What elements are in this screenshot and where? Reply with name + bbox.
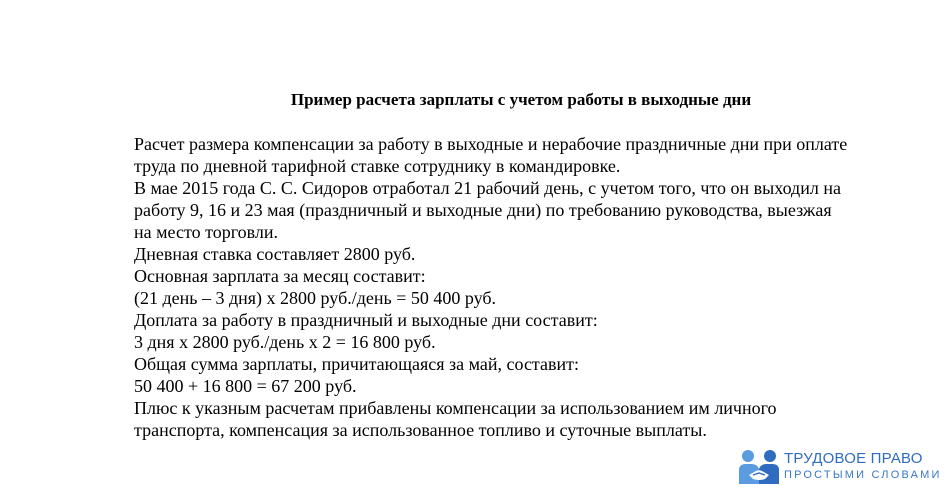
text-line: Доплата за работу в праздничный и выходные дни составит:: [134, 310, 598, 330]
paragraph-extra-pay-formula: [134, 331, 904, 353]
logo-title: ТРУДОВОЕ ПРАВО: [784, 450, 923, 467]
text-line: 3 дня х 2800 руб./день х 2 = 16 800 руб.: [134, 332, 436, 352]
paragraph-daily-rate: [134, 243, 904, 265]
text-line: Расчет размера компенсации за работу в выходные и нерабочие праздничные дни при оплате: [134, 134, 848, 154]
text-line: (21 день – 3 дня) х 2800 руб./день = 50 400 руб.: [134, 288, 497, 308]
logo-subtitle: ПРОСТЫМИ СЛОВАМИ: [784, 469, 942, 481]
text-line: Общая сумма зарплаты, причитающаяся за май, составит:: [134, 354, 580, 374]
document-body: [134, 133, 904, 441]
paragraph-intro: [134, 133, 904, 177]
site-logo: [736, 444, 942, 490]
text-line: транспорта, компенсация за использованное топливо и суточные выплаты.: [134, 420, 707, 440]
text-line: Дневная ставка составляет 2800 руб.: [134, 244, 416, 264]
text-line: В мае 2015 года С. С. Сидоров отработал 21 рабочий день, с учетом того, что он выходил на: [134, 178, 841, 198]
handshake-people-icon: [736, 444, 782, 490]
text-line: Основная зарплата за месяц составит:: [134, 266, 426, 286]
text-line: работу 9, 16 и 23 мая (праздничный и выходные дни) по требованию руководства, выезжая: [134, 200, 832, 220]
page-title-text: Пример расчета зарплаты с учетом работы в выходные дни: [290, 90, 752, 109]
paragraph-compensation: [134, 397, 904, 441]
text-line: на место торговли.: [134, 222, 279, 242]
paragraph-total-formula: [134, 375, 904, 397]
paragraph-total-label: [134, 353, 904, 375]
paragraph-base-salary-formula: [134, 287, 904, 309]
text-line: Плюс к указным расчетам прибавлены компенсации за использованием им личного: [134, 398, 777, 418]
text-line: 50 400 + 16 800 = 67 200 руб.: [134, 376, 357, 396]
paragraph-case: [134, 177, 904, 243]
page-title: [0, 89, 946, 111]
paragraph-extra-pay-label: [134, 309, 904, 331]
paragraph-base-salary-label: [134, 265, 904, 287]
text-line: труда по дневной тарифной ставке сотруднику в командировке.: [134, 156, 621, 176]
